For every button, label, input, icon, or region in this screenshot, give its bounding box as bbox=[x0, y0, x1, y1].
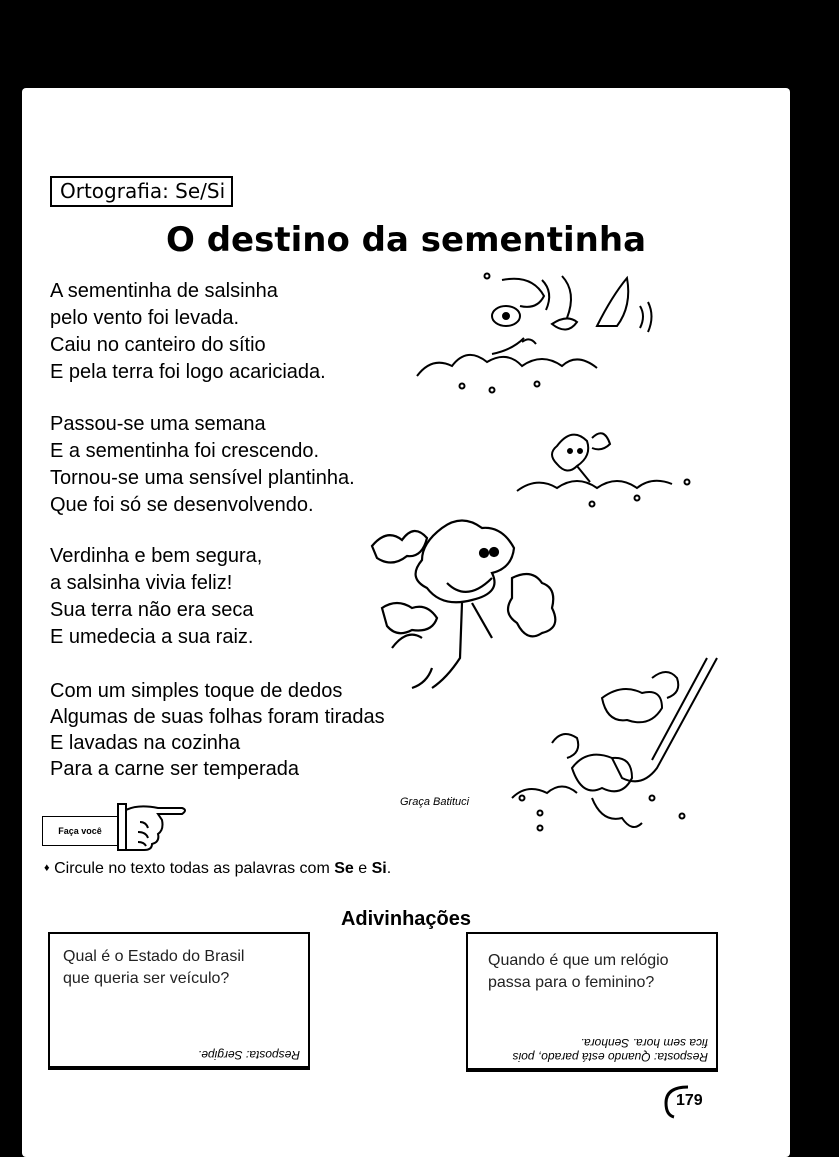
poem-line: Algumas de suas folhas foram tiradas bbox=[50, 706, 385, 728]
poem-stanza-2 bbox=[50, 411, 355, 519]
poem-line: Que foi só se desenvolvendo. bbox=[50, 494, 314, 516]
poem-stanza-4 bbox=[50, 678, 385, 782]
riddle-answer-upside-down bbox=[468, 1030, 716, 1070]
pointing-hand-icon bbox=[118, 800, 190, 856]
riddle-card-1 bbox=[48, 932, 310, 1070]
riddle-question bbox=[63, 946, 244, 990]
riddles-title: Adivinhações bbox=[340, 908, 472, 930]
poem-line: Tornou-se uma sensível plantinha. bbox=[50, 467, 355, 489]
poem-line: E a sementinha foi crescendo. bbox=[50, 440, 320, 462]
riddle-answer-line: Resposta: Sergipe. bbox=[197, 1048, 300, 1062]
highlight-si: Si bbox=[371, 860, 387, 877]
poem-stanza-3 bbox=[50, 543, 262, 651]
topic-label: Ortografia: Se/Si bbox=[50, 176, 233, 207]
riddle-card-2 bbox=[466, 932, 718, 1072]
poem-stanza-1 bbox=[50, 278, 326, 386]
poem-line: pelo vento foi levada. bbox=[50, 307, 240, 329]
activity-instruction bbox=[44, 860, 391, 878]
worksheet-page bbox=[22, 88, 790, 1157]
bullet-icon: ♦ bbox=[44, 862, 50, 874]
poem-line: A sementinha de salsinha bbox=[50, 280, 278, 302]
poem-line: Para a carne ser temperada bbox=[50, 758, 300, 780]
wind-seed-illustration bbox=[412, 266, 692, 396]
riddle-answer-line: fica sem hora. Senhora. bbox=[580, 1036, 708, 1050]
riddle-question-line: Qual é o Estado do Brasil bbox=[63, 948, 245, 965]
riddle-question-line: que queria ser veículo? bbox=[63, 970, 230, 987]
poem-author: Graça Batituci bbox=[400, 796, 470, 808]
poem-line: E lavadas na cozinha bbox=[50, 732, 241, 754]
poem-line: a salsinha vivia feliz! bbox=[50, 572, 233, 594]
page-number-badge bbox=[658, 1083, 708, 1119]
poem-line: E pela terra foi logo acariciada. bbox=[50, 361, 326, 383]
faca-voce-label: Faça você bbox=[42, 816, 118, 846]
poem-line: Verdinha e bem segura, bbox=[50, 545, 263, 567]
poem-line: Caiu no canteiro do sítio bbox=[50, 334, 266, 356]
riddle-answer-upside-down bbox=[50, 1032, 308, 1068]
poem-line: Passou-se uma semana bbox=[50, 413, 266, 435]
picking-hand-illustration bbox=[492, 648, 732, 838]
riddle-answer-line: Resposta: Quando está parado, pois bbox=[512, 1050, 708, 1064]
instruction-end: . bbox=[386, 860, 392, 877]
riddle-question-line: passa para o feminino? bbox=[488, 974, 655, 991]
poem-line: Com um simples toque de dedos bbox=[50, 680, 343, 702]
page-number: 179 bbox=[676, 1092, 703, 1109]
riddle-question-line: Quando é que um relógio bbox=[488, 952, 669, 969]
instruction-text: Circule no texto todas as palavras com bbox=[54, 860, 330, 877]
instruction-conj: e bbox=[358, 860, 368, 877]
poem-line: E umedecia a sua raiz. bbox=[50, 626, 254, 648]
highlight-se: Se bbox=[334, 860, 354, 877]
page-title: O destino da sementinha bbox=[165, 220, 647, 260]
poem-line: Sua terra não era seca bbox=[50, 599, 254, 621]
riddle-question bbox=[488, 950, 669, 994]
